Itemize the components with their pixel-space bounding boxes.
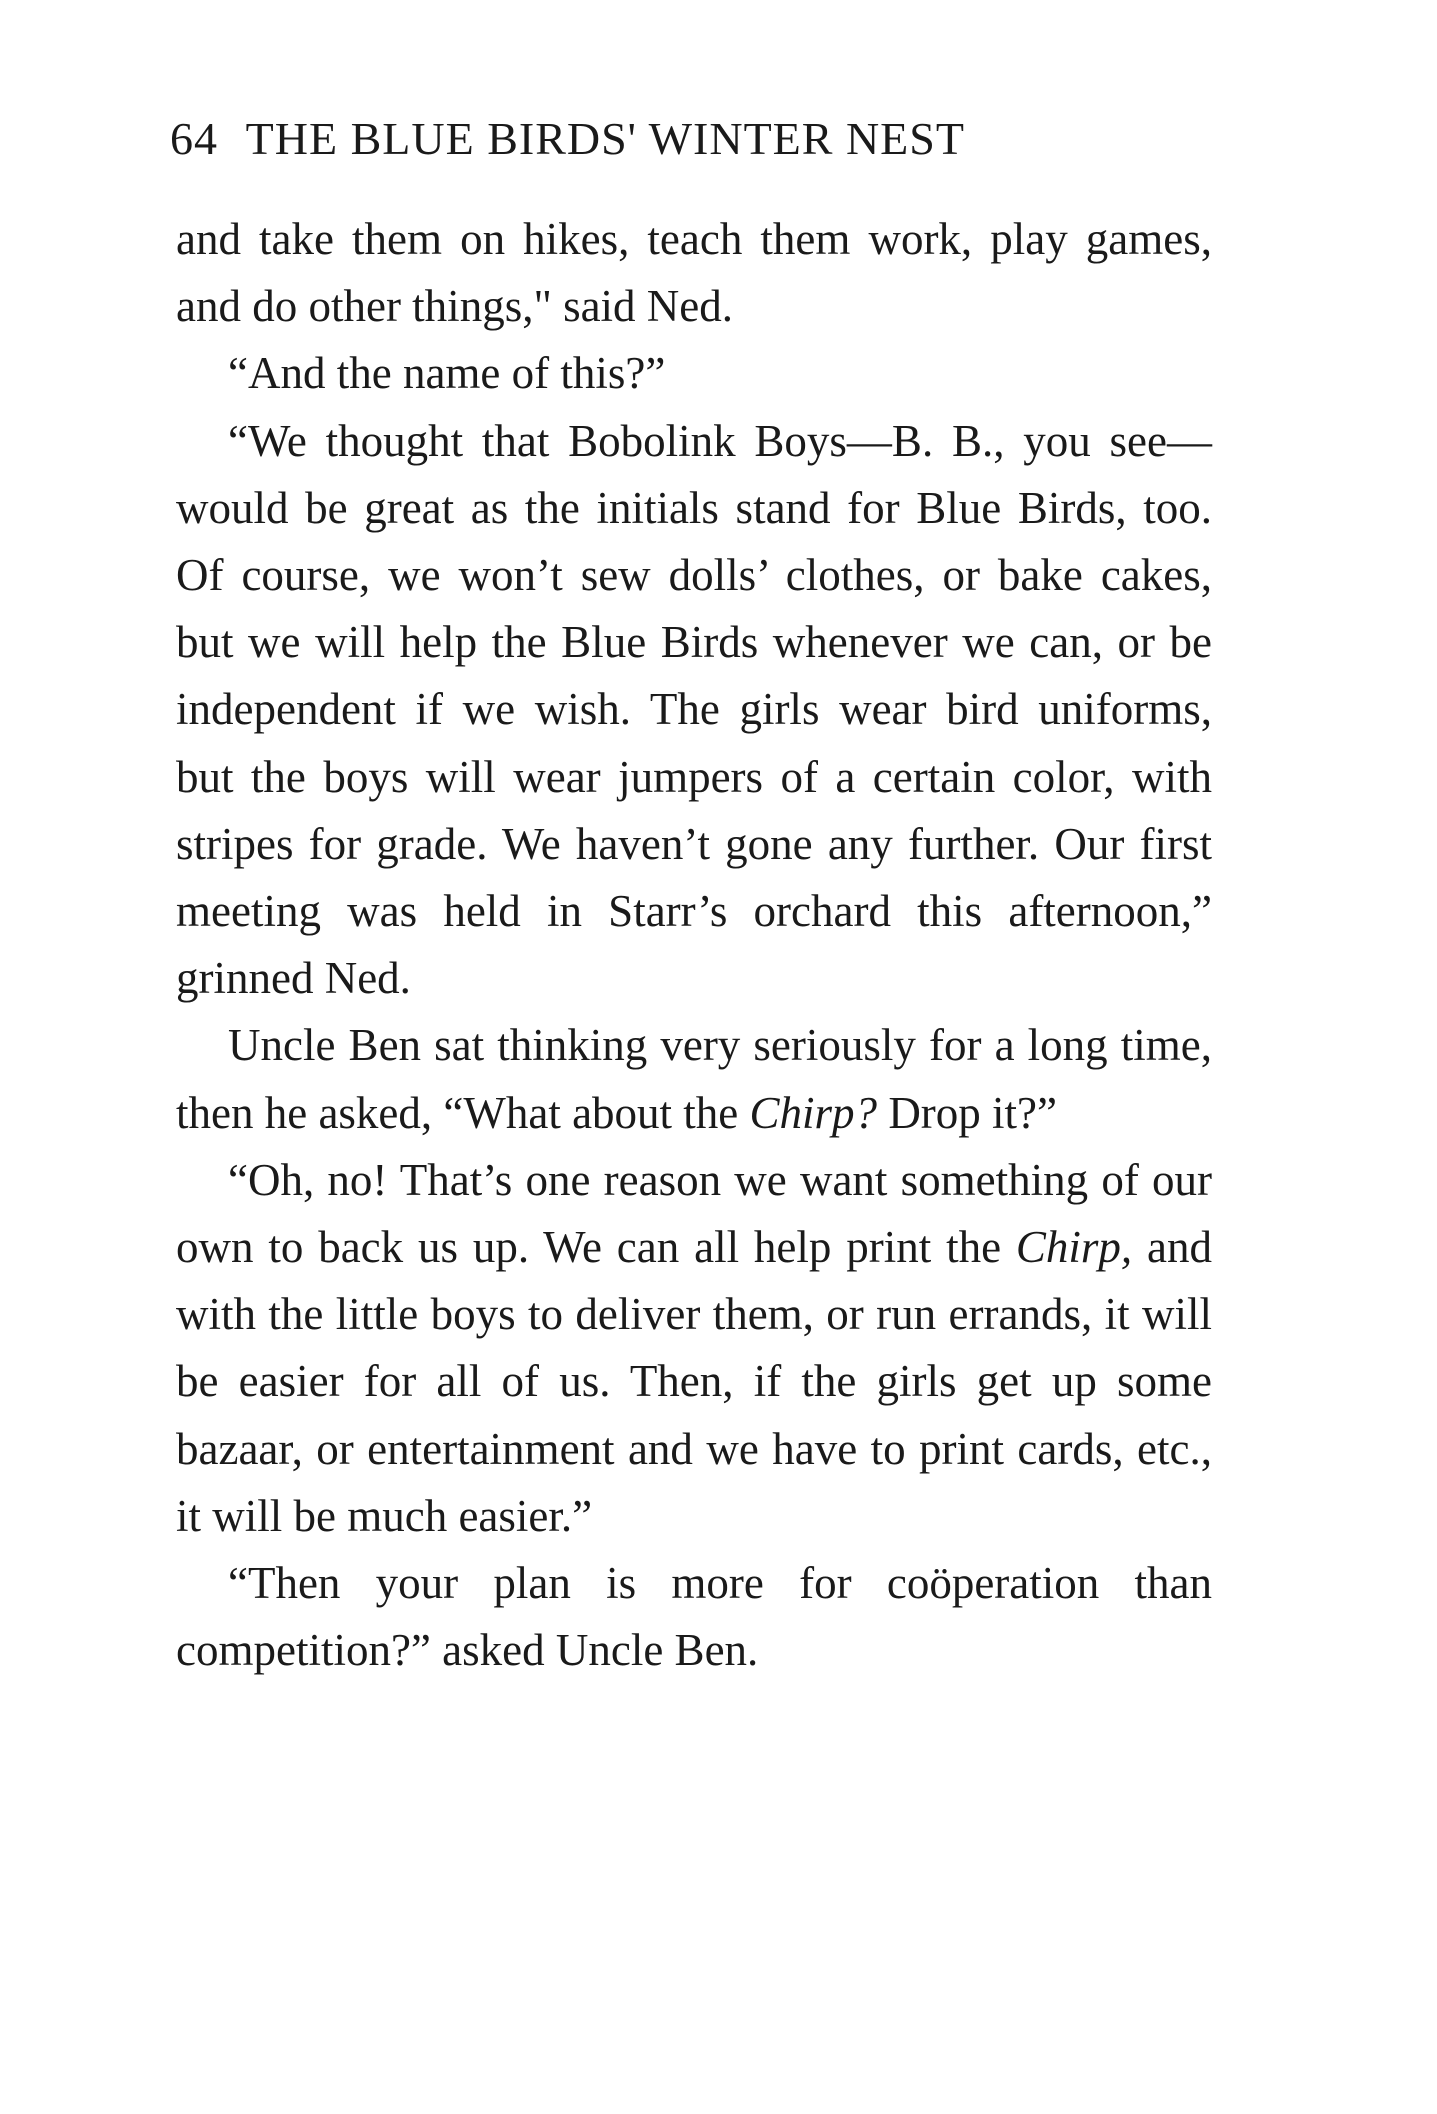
paragraph-text: Uncle Ben sat thinking very seriously for a long time, then he asked, “What about the — [176, 1020, 1212, 1138]
paragraph — [176, 340, 1212, 407]
paragraph — [176, 1012, 1212, 1146]
italic-title-chirp: Chirp? — [749, 1087, 878, 1138]
italic-title-chirp: Chirp, — [1015, 1222, 1133, 1273]
running-title: THE BLUE BIRDS' WINTER NEST — [245, 113, 965, 164]
paragraph — [176, 1550, 1212, 1684]
paragraph-text: “We thought that Bobolink Boys—B. B., you see—would be great as the initials stand for Blue Birds, too. Of course, we won’t sew dolls’ clothes, or bake cakes, but we will help the Blue Birds whenever we can, or be independent if we wish. The girls wear bird uniforms, but the boys will wear jumpers of a certain color, with stripes for grade. We haven’t gone any further. Our first meeting was held in Starr’s orchard this afternoon,” grinned Ned. — [176, 415, 1212, 1004]
paragraph — [176, 408, 1212, 1013]
page-number: 64 — [170, 113, 218, 164]
paragraph — [176, 206, 1212, 340]
paragraph-text: Drop it?” — [877, 1087, 1057, 1138]
paragraph — [176, 1147, 1212, 1550]
paragraph-text: “Then your plan is more for coöperation than competition?” asked Uncle Ben. — [176, 1558, 1212, 1676]
paragraph-text: and take them on hikes, teach them work, play games, and do other things," said Ned. — [176, 214, 1212, 332]
paragraph-text: “Oh, no! That’s one reason we want something of our own to back us up. We can all help print the — [176, 1154, 1212, 1273]
body-text — [176, 206, 1212, 1684]
paragraph-text: “And the name of this?” — [228, 348, 666, 399]
paragraph-text: and with the little boys to deliver them, or run errands, it will be easier for all of us. Then, if the girls get up some bazaar, or entertainment and we have to print cards, etc., it will be much easier.” — [176, 1222, 1212, 1541]
running-header — [170, 112, 1220, 165]
